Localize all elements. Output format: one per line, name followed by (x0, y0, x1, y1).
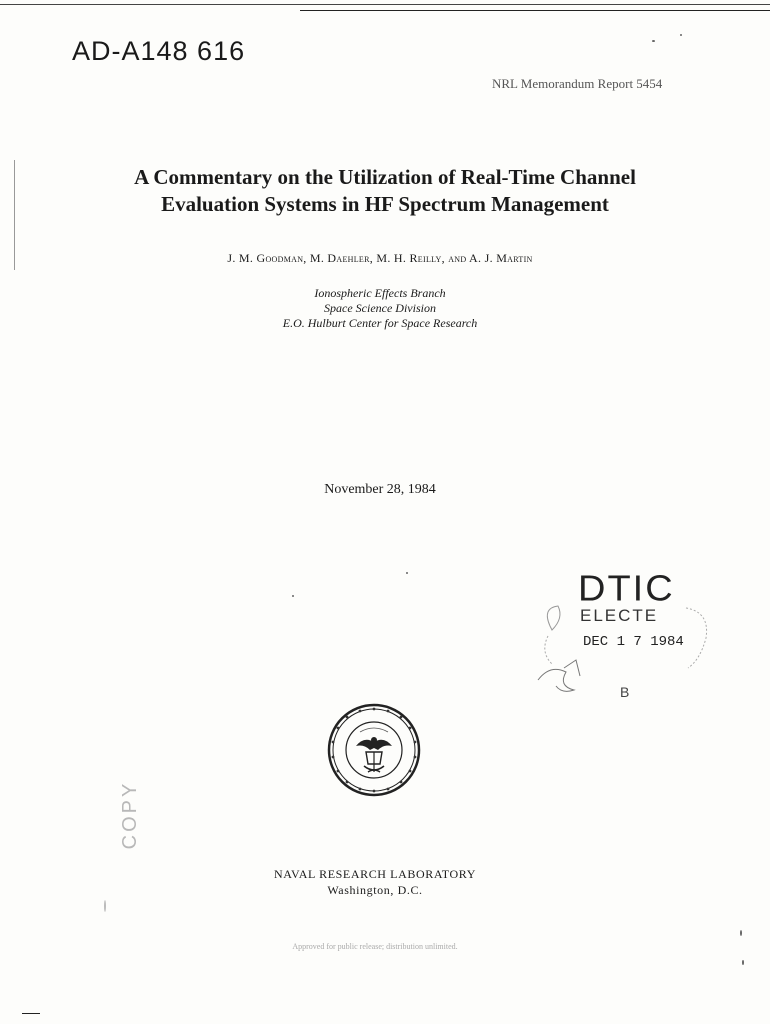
affiliation-division: Space Science Division (324, 301, 436, 315)
top-rule-secondary (300, 10, 770, 11)
title-line-2: Evaluation Systems in HF Spectrum Management (161, 192, 609, 216)
accession-number: AD-A148 616 (72, 36, 246, 66)
publisher-name: NAVAL RESEARCH LABORATORY (274, 867, 476, 881)
navy-seal-icon (326, 702, 422, 798)
scan-speck (406, 572, 408, 574)
stamp-title: DTIC (578, 569, 675, 609)
affiliation-branch: Ionospheric Effects Branch (314, 286, 446, 300)
dtic-stamp (528, 568, 718, 708)
scan-speck (680, 34, 682, 36)
publisher-block (220, 866, 530, 898)
side-copy-stamp: COPY (119, 780, 141, 850)
scan-speck (740, 930, 742, 936)
scan-speck (104, 900, 106, 912)
affiliation-center: E.O. Hulburt Center for Space Research (282, 316, 478, 330)
stamp-letter: B (620, 684, 630, 700)
author-list: J. M. Goodman, M. Daehler, M. H. Reilly, and A. J. Martin (227, 251, 533, 265)
left-margin-mark (14, 160, 15, 270)
document-title (80, 164, 690, 218)
report-number: NRL Memorandum Report 5454 (492, 76, 663, 91)
scan-speck (652, 40, 655, 42)
affiliation (200, 286, 560, 331)
stamp-date: DEC 1 7 1984 (583, 634, 684, 650)
stamp-status: ELECTE (580, 606, 659, 625)
bottom-margin-mark (22, 1013, 40, 1014)
publisher-location: Washington, D.C. (327, 883, 423, 897)
publication-date: November 28, 1984 (324, 482, 436, 497)
title-line-1: A Commentary on the Utilization of Real-Time Channel (134, 165, 636, 189)
distribution-statement: Approved for public release; distribution unlimited. (292, 942, 458, 951)
scan-speck (292, 595, 294, 597)
scan-speck (742, 960, 744, 965)
top-rule (0, 4, 770, 5)
